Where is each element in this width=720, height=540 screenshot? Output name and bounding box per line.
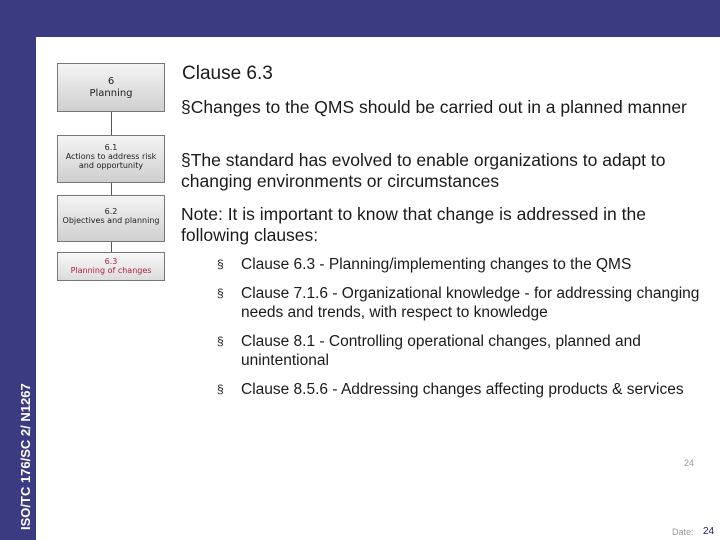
diagram-node-objectives (57, 195, 165, 242)
page-number-faint: 24 (684, 458, 695, 468)
node-label: Planning of changes (70, 266, 152, 276)
document-id-label: ISO/TC 176/SC 2/ N1267 (18, 383, 33, 530)
list-item-text: Clause 7.1.6 - Organizational knowledge - for addressing changing needs and trends, with respect to knowledge (241, 285, 700, 321)
top-header-band (0, 0, 720, 37)
list-item (217, 255, 707, 274)
clause-title: Clause 6.3 (182, 63, 273, 84)
paragraph-note: Note: It is important to know that change is addressed in the following clauses: (181, 204, 646, 245)
node-number: 6 (107, 76, 115, 87)
diagram-node-planning (57, 63, 165, 112)
list-item-text: Clause 6.3 - Planning/implementing changes to the QMS (241, 256, 632, 273)
node-label: Planning (89, 87, 133, 99)
bullet-icon: § (217, 257, 224, 271)
date-label: Date: (672, 527, 694, 537)
bullet-icon: § (217, 382, 224, 396)
list-item-text: Clause 8.5.6 - Addressing changes affecting products & services (241, 381, 684, 398)
page-number: 24 (703, 526, 715, 537)
list-item (217, 332, 707, 370)
list-item (217, 284, 707, 322)
node-label: Actions to address risk and opportunity (65, 152, 157, 171)
list-item (217, 380, 707, 399)
list-item-text: Clause 8.1 - Controlling operational changes, planned and unintentional (241, 333, 641, 369)
node-label: Objectives and planning (62, 216, 160, 226)
node-number: 6.1 (104, 143, 118, 152)
paragraph-qms-changes: §Changes to the QMS should be carried out in a planned manner (181, 97, 687, 117)
clause-bullet-list (217, 255, 707, 409)
bullet-icon: § (217, 334, 224, 348)
diagram-node-planning-changes (57, 252, 165, 281)
bullet-icon: § (217, 286, 224, 300)
paragraph-standard-evolved: §The standard has evolved to enable organizations to adapt to changing environments or circumstances (181, 150, 666, 191)
node-number: 6.3 (104, 257, 118, 266)
node-number: 6.2 (104, 207, 118, 216)
diagram-node-risk-opportunity (57, 135, 165, 183)
